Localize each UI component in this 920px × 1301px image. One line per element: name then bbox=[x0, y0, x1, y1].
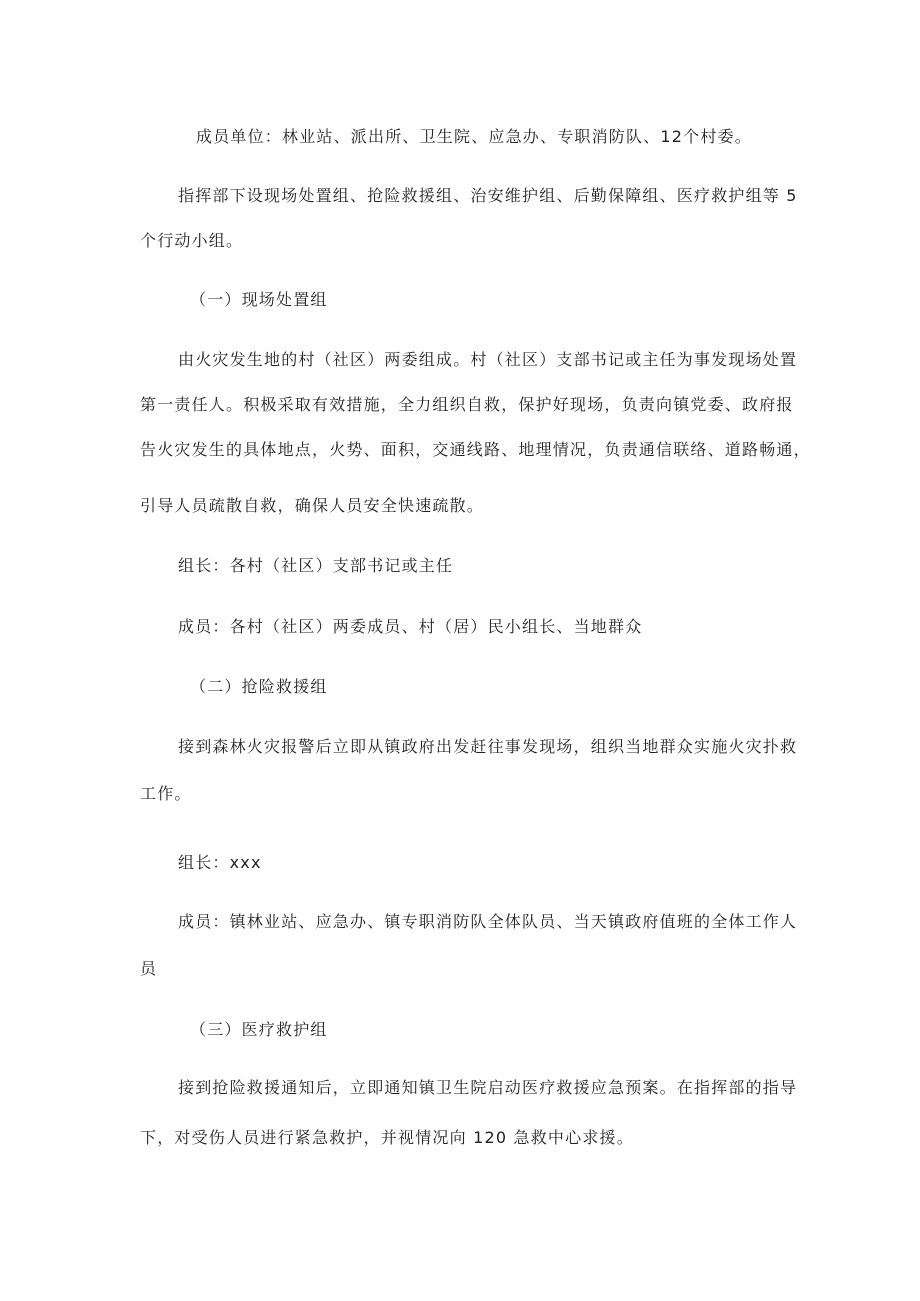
command-intro-line-2: 个行动小组。 bbox=[140, 231, 244, 250]
command-intro-line-1: 指挥部下设现场处置组、抢险救援组、治安维护组、后勤保障组、医疗救护组等 5 bbox=[178, 186, 798, 205]
section-heading-rescue: （二）抢险救援组 bbox=[190, 677, 328, 696]
section3-body-line-2: 下，对受伤人员进行紧急救护，并视情况向 120 急救中心求援。 bbox=[140, 1128, 634, 1147]
section2-body-line-2: 工作。 bbox=[140, 784, 192, 803]
section1-members: 成员：各村（社区）两委成员、村（居）民小组长、当地群众 bbox=[178, 617, 643, 636]
section2-members-line-1: 成员：镇林业站、应急办、镇专职消防队全体队员、当天镇政府值班的全体工作人 bbox=[178, 912, 798, 931]
section-heading-on-site-disposal: （一）现场处置组 bbox=[190, 290, 328, 309]
section-heading-medical: （三）医疗救护组 bbox=[190, 1020, 328, 1039]
section3-body-line-1: 接到抢险救援通知后，立即通知镇卫生院启动医疗救援应急预案。在指挥部的指导 bbox=[178, 1078, 798, 1097]
members-units-line: 成员单位：林业站、派出所、卫生院、应急办、专职消防队、12个村委。 bbox=[196, 127, 752, 146]
section1-body-line-4: 引导人员疏散自救，确保人员安全快速疏散。 bbox=[140, 496, 485, 515]
section1-body-line-2: 第一责任人。积极采取有效措施，全力组织自救，保护好现场，负责向镇党委、政府报 bbox=[140, 395, 794, 414]
section1-leader: 组长：各村（社区）支部书记或主任 bbox=[178, 556, 454, 575]
section1-body-line-1: 由火灾发生地的村（社区）两委组成。村（社区）支部书记或主任为事发现场处置 bbox=[178, 350, 798, 369]
section2-body-line-1: 接到森林火灾报警后立即从镇政府出发赶往事发现场，组织当地群众实施火灾扑救 bbox=[178, 737, 798, 756]
section2-leader: 组长：xxx bbox=[178, 853, 262, 872]
section2-members-line-2: 员 bbox=[140, 959, 158, 978]
section1-body-line-3: 告火灾发生的具体地点，火势、面积，交通线路、地理情况，负责通信联络、道路畅通， bbox=[140, 440, 811, 459]
